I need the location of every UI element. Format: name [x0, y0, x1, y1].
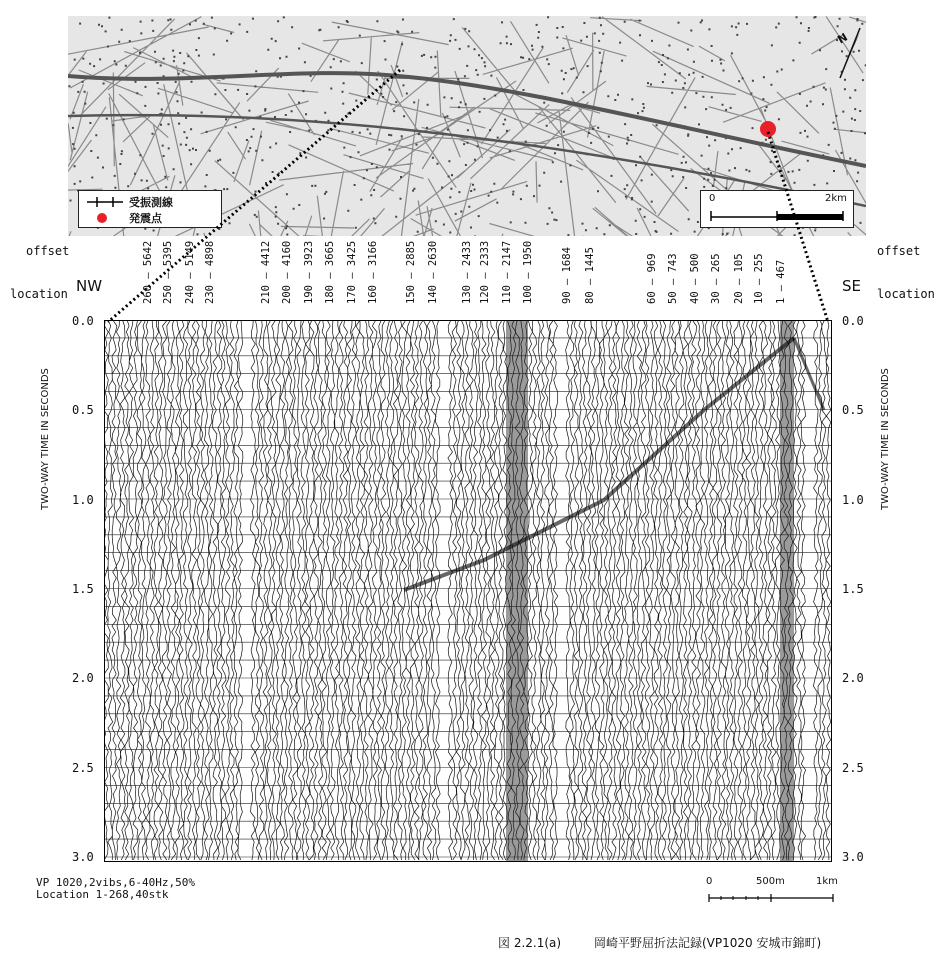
trace-header-label: 170 — 3425 [346, 240, 358, 304]
trace-header-label: 190 — 3923 [303, 240, 315, 304]
time-tick-label: 0.5 [72, 403, 94, 418]
trace-header-label: 120 — 2333 [479, 240, 491, 304]
time-tick-label: 1.5 [842, 582, 864, 596]
trace-header-label: 40 — 500 [689, 253, 701, 304]
trace-header-label: 150 — 2885 [405, 240, 417, 304]
time-tick-label: 2.5 [842, 760, 864, 775]
trace-header-label: 110 — 2147 [501, 240, 513, 304]
map-scale-end: 2km [825, 193, 847, 204]
trace-header-label: 160 — 3166 [367, 240, 379, 304]
trace-header-label: 230 — 4898 [204, 240, 216, 304]
axis-title-left: TWO-WAY TIME IN SECONDS [40, 368, 51, 510]
time-tick-label: 1.5 [72, 582, 94, 596]
trace-header-label: 30 — 265 [710, 253, 722, 304]
offset-label-right: offset [877, 244, 921, 258]
time-tick-label: 0.0 [842, 314, 864, 328]
section-scale-mid: 500m [756, 876, 785, 887]
location-label-right: location [877, 287, 935, 301]
section-scale-graphic [708, 892, 834, 904]
figure-title: 岡崎平野屈折法記録(VP1020 安城市錦町) [594, 936, 822, 950]
time-tick-label: 3.0 [72, 850, 94, 864]
trace-header-label: 20 — 105 [733, 253, 745, 304]
section-scale-zero: 0 [706, 876, 713, 887]
time-tick-label: 1.0 [72, 492, 94, 507]
direction-nw: NW [76, 277, 103, 295]
noisy-trace-band [506, 320, 528, 862]
figure-number: 図 2.2.1(a) [498, 936, 562, 950]
record-locations: Location 1-268,40stk [36, 888, 169, 901]
seismic-traces [104, 320, 831, 860]
legend-shot-point: 発震点 [129, 212, 162, 225]
trace-header-label: 210 — 4412 [260, 240, 272, 304]
trace-header-label: 200 — 4160 [281, 240, 293, 304]
time-tick-label: 1.0 [842, 492, 864, 507]
north-label: N [835, 30, 850, 47]
trace-header-label: 100 — 1950 [522, 240, 534, 304]
section-scale-bar [704, 876, 844, 906]
trace-header-label: 60 — 969 [646, 253, 658, 304]
record-parameters: VP 1020,2vibs,6-40Hz,50% [36, 876, 195, 889]
axis-title-right: TWO-WAY TIME IN SECONDS [880, 368, 891, 510]
legend-receiver-line: 受振測線 [129, 196, 173, 209]
offset-label-left: offset [26, 244, 70, 258]
time-tick-label: 0.5 [842, 403, 864, 418]
location-label-left: location [10, 287, 68, 301]
trace-header-label: 140 — 2630 [427, 240, 439, 304]
noisy-trace-band [780, 320, 794, 862]
trace-header-label: 80 — 1445 [584, 247, 596, 304]
seismic-section [104, 320, 832, 862]
time-tick-label: 3.0 [842, 850, 864, 864]
direction-se: SE [842, 277, 861, 295]
trace-header-label: 250 — 5395 [162, 240, 174, 304]
trace-header-label: 240 — 5149 [184, 240, 196, 304]
time-tick-label: 0.0 [72, 314, 94, 328]
trace-header-label: 1 — 467 [775, 259, 787, 304]
map-scale-zero: 0 [709, 193, 716, 204]
trace-header-label: 10 — 255 [753, 253, 765, 304]
trace-header-label: 50 — 743 [667, 253, 679, 304]
trace-header-label: 90 — 1684 [561, 247, 573, 304]
trace-header-label: 130 — 2433 [461, 240, 473, 304]
trace-header-label: 260 — 5642 [142, 240, 154, 304]
time-tick-label: 2.0 [72, 671, 94, 686]
section-scale-end: 1km [816, 876, 838, 887]
time-tick-label: 2.0 [842, 671, 864, 686]
time-tick-label: 2.5 [72, 760, 94, 775]
trace-header-label: 180 — 3665 [324, 240, 336, 304]
